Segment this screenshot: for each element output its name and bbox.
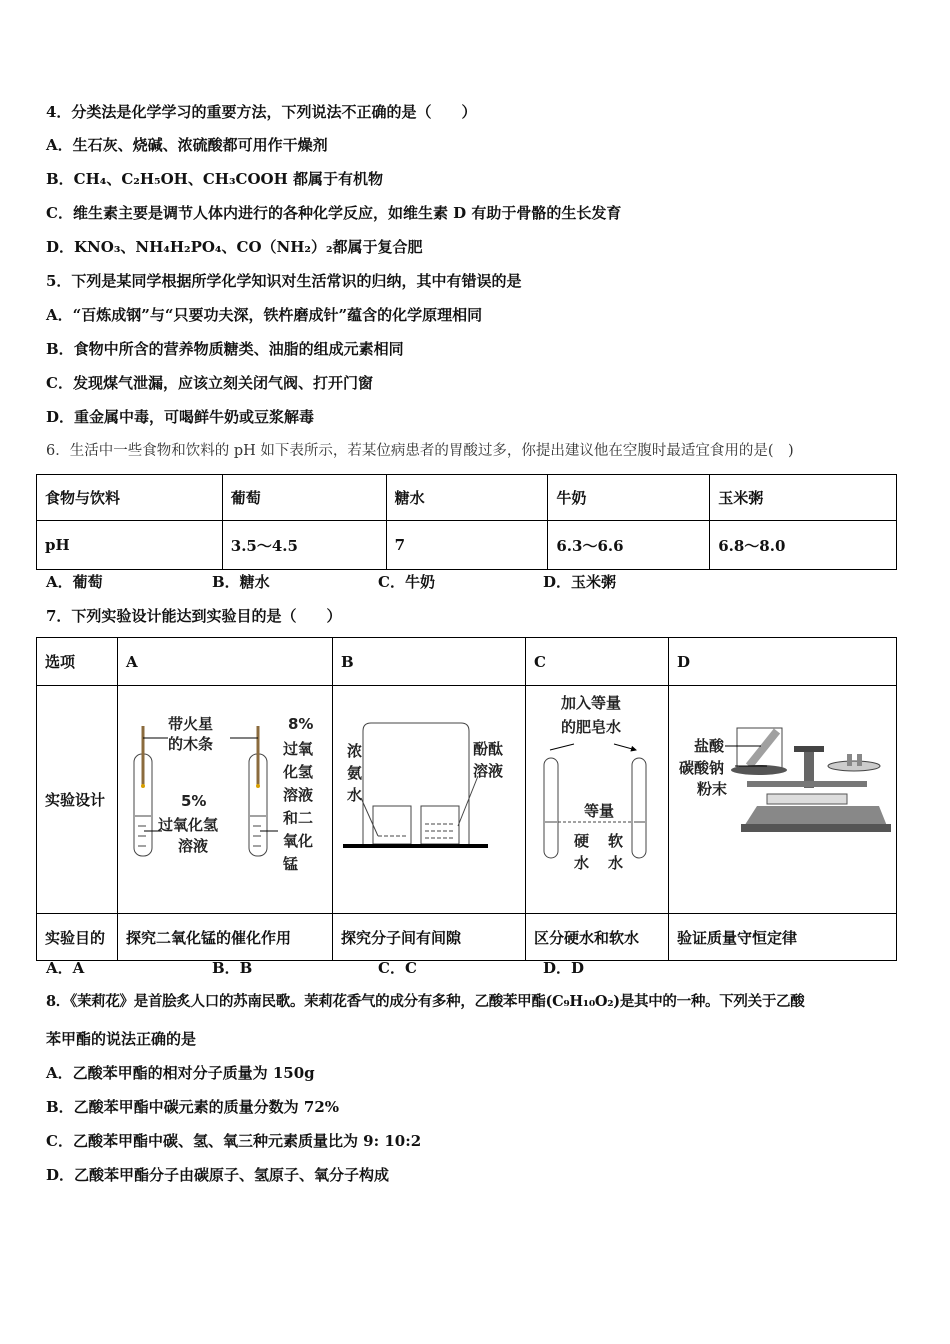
cell: pH xyxy=(37,521,223,570)
q8-option-d: D．乙酸苯甲酯分子由碳原子、氢原子、氧分子构成 xyxy=(46,1166,390,1184)
diagram-c xyxy=(526,686,669,914)
q4-option-d: D．KNO₃、NH₄H₂PO₄、CO（NH₂）₂都属于复合肥 xyxy=(46,238,423,256)
svg-text:8%: 8% xyxy=(288,715,314,733)
diagram-d xyxy=(669,686,897,914)
q7-option-d: D．D xyxy=(543,959,585,977)
svg-text:粉末: 粉末 xyxy=(697,780,728,798)
svg-text:碳酸钠: 碳酸钠 xyxy=(679,759,725,777)
svg-text:溶液: 溶液 xyxy=(473,762,504,780)
svg-text:带火星: 带火星 xyxy=(168,715,214,733)
q5-option-c: C．发现煤气泄漏，应该立刻关闭气阀、打开门窗 xyxy=(46,374,373,392)
svg-text:酚酞: 酚酞 xyxy=(473,740,504,758)
q6-option-b: B．糖水 xyxy=(212,573,270,591)
q7-option-b: B．B xyxy=(212,959,253,977)
q5-option-a: A．“百炼成钢”与“只要功夫深，铁杵磨成针”蕴含的化学原理相同 xyxy=(46,306,483,324)
ammonia-diagram xyxy=(333,686,525,909)
q8-option-a: A．乙酸苯甲酯的相对分子质量为 150g xyxy=(46,1064,315,1082)
q7-option-a: A．A xyxy=(46,959,85,977)
q5-stem: 5．下列是某同学根据所学化学知识对生活常识的归纳，其中有错误的是 xyxy=(46,272,522,290)
cell: 葡萄 xyxy=(222,475,386,521)
svg-text:氨: 氨 xyxy=(347,764,363,782)
ph-table-header xyxy=(37,475,897,521)
svg-text:溶液: 溶液 xyxy=(283,786,314,804)
catalysis-diagram xyxy=(118,686,332,909)
svg-text:硬: 硬 xyxy=(574,832,590,850)
cell: 7 xyxy=(386,521,548,570)
svg-text:加入等量: 加入等量 xyxy=(561,694,622,712)
ph-table-row xyxy=(37,521,897,570)
svg-text:化氢: 化氢 xyxy=(283,763,314,781)
q4-stem: 4．分类法是化学学习的重要方法，下列说法不正确的是（ ） xyxy=(46,103,477,121)
q6-option-d: D．玉米粥 xyxy=(543,573,617,591)
svg-text:和二: 和二 xyxy=(283,809,314,827)
q5-option-d: D．重金属中毒，可喝鲜牛奶或豆浆解毒 xyxy=(46,408,315,426)
purpose-label: 实验目的 xyxy=(37,914,118,961)
svg-text:过氧: 过氧 xyxy=(283,740,314,758)
svg-text:氧化: 氧化 xyxy=(283,832,314,850)
q7-option-c: C．C xyxy=(378,959,417,977)
svg-text:的木条: 的木条 xyxy=(168,735,214,753)
cell: 区分硬水和软水 xyxy=(526,914,669,961)
cell: 糖水 xyxy=(386,475,548,521)
experiment-table xyxy=(36,637,897,961)
cell: 食物与饮料 xyxy=(37,475,223,521)
cell: 3.5～4.5 xyxy=(222,521,386,570)
cell: 验证质量守恒定律 xyxy=(669,914,897,961)
cell: B xyxy=(333,638,526,686)
q7-stem: 7．下列实验设计能达到实验目的是（ ） xyxy=(46,607,342,625)
svg-text:水: 水 xyxy=(608,854,624,872)
q4-option-a: A．生石灰、烧碱、浓硫酸都可用作干燥剂 xyxy=(46,136,328,154)
svg-text:水: 水 xyxy=(347,786,363,804)
q6-stem: 6．生活中一些食物和饮料的 pH 如下表所示，若某位病患者的胃酸过多，你提出建议他在空腹时最适宜食用的是( ) xyxy=(46,443,794,459)
svg-text:的肥皂水: 的肥皂水 xyxy=(561,718,622,736)
ph-table xyxy=(36,474,897,570)
q8-stem-line2: 苯甲酯的说法正确的是 xyxy=(46,1030,197,1048)
svg-text:过氧化氢: 过氧化氢 xyxy=(158,816,219,834)
cell: D xyxy=(669,638,897,686)
cell: 6.8～8.0 xyxy=(710,521,897,570)
q8-option-b: B．乙酸苯甲酯中碳元素的质量分数为 72% xyxy=(46,1098,340,1116)
cell: A xyxy=(118,638,333,686)
svg-text:浓: 浓 xyxy=(347,742,363,760)
q8-stem-line1: 8．《茉莉花》是首脍炙人口的苏南民歌。茉莉花香气的成分有多种，乙酸苯甲酯(C₉H₁₀O₂)是其中的一种。下列关于乙酸 xyxy=(46,993,805,1010)
balance-diagram xyxy=(669,686,896,909)
svg-text:溶液: 溶液 xyxy=(178,837,209,855)
cell: 选项 xyxy=(37,638,118,686)
svg-text:等量: 等量 xyxy=(584,802,615,820)
cell: 探究二氧化锰的催化作用 xyxy=(118,914,333,961)
svg-text:锰: 锰 xyxy=(283,855,299,873)
svg-text:5%: 5% xyxy=(181,792,207,810)
diagram-a xyxy=(118,686,333,914)
svg-text:水: 水 xyxy=(574,854,590,872)
cell: 6.3～6.6 xyxy=(548,521,710,570)
svg-text:盐酸: 盐酸 xyxy=(694,737,725,755)
q4-option-c: C．维生素主要是调节人体内进行的各种化学反应，如维生素 D 有助于骨骼的生长发育 xyxy=(46,204,622,222)
soap-water-diagram xyxy=(526,686,668,909)
q6-option-c: C．牛奶 xyxy=(378,573,435,591)
design-label: 实验设计 xyxy=(37,686,118,914)
diagram-b xyxy=(333,686,526,914)
cell: 玉米粥 xyxy=(710,475,897,521)
cell: 牛奶 xyxy=(548,475,710,521)
q8-option-c: C．乙酸苯甲酯中碳、氢、氧三种元素质量比为 9: 10:2 xyxy=(46,1132,422,1150)
q6-option-a: A．葡萄 xyxy=(46,573,103,591)
svg-text:软: 软 xyxy=(608,832,624,850)
cell: C xyxy=(526,638,669,686)
q4-option-b: B．CH₄、C₂H₅OH、CH₃COOH 都属于有机物 xyxy=(46,170,383,188)
cell: 探究分子间有间隙 xyxy=(333,914,526,961)
q5-option-b: B．食物中所含的营养物质糖类、油脂的组成元素相同 xyxy=(46,340,404,358)
